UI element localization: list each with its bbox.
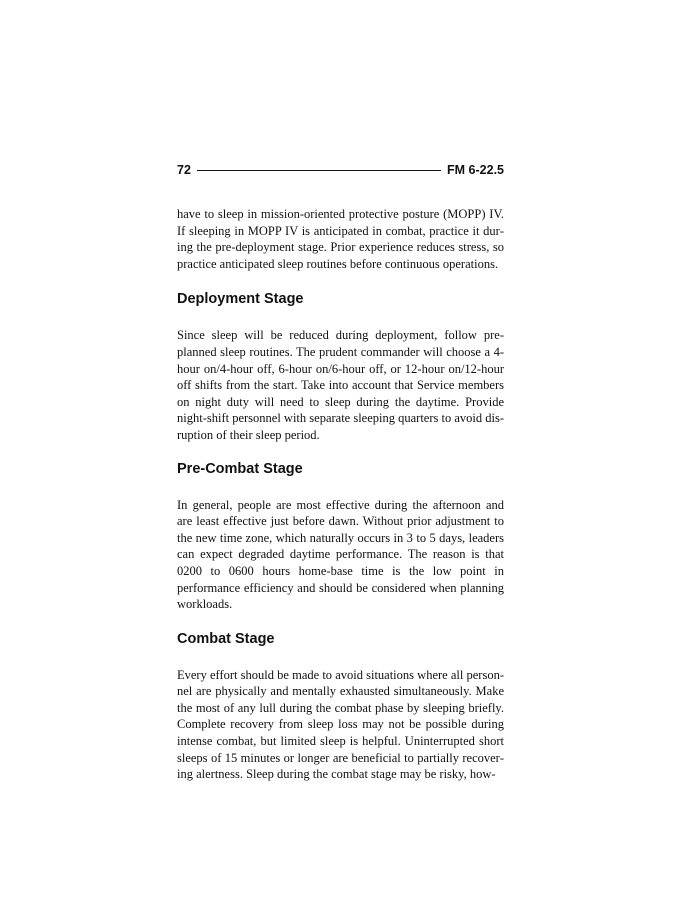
running-header <box>177 160 504 180</box>
paragraph-pre-combat-stage: In general, people are most effective during the afternoon and are least effective just before dawn. Without prior adjustment to the new time zone, which naturally occurs in 3 to 5 days, leaders can expect degraded daytime performance. The reason is that 0200 to 0600 hours home-base time is the low point in performance efficiency and should be considered when planning workloads. <box>177 497 504 612</box>
manual-id: FM 6-22.5 <box>447 163 504 177</box>
paragraph-deployment-stage: Since sleep will be reduced during deployment, follow preplanned sleep routines. The prudent commander will choose a 4-hour on/4-hour off, 6-hour on/6-hour off, or 12-hour on/12-hour off shifts from the start. Take into account that Service members on night duty will need to sleep during the daytime. Provide night-shift personnel with separate sleeping quarters to avoid disruption of their sleep period. <box>177 328 505 442</box>
document-page <box>177 160 504 783</box>
heading-deployment-stage: Deployment Stage <box>177 291 304 308</box>
heading-combat-stage: Combat Stage <box>177 630 275 647</box>
paragraph-intro: have to sleep in mission-oriented protective posture (MOPP) IV. If sleeping in MOPP IV is anticipated in combat, practice it during the pre-deployment stage. Prior experience reduces stress, so practice anticipated sleep routines before continuous operations. <box>177 207 504 271</box>
header-rule <box>197 170 441 171</box>
paragraph-combat-stage: Every effort should be made to avoid situations where all personnel are physically and mentally exhausted simultaneously. Make the most of any lull during the combat phase by sleeping briefly. Complete recovery from sleep loss may not be possible during intense combat, but limited sleep is helpful. Uninterrupted short sleeps of 15 minutes or longer are beneficial to partially recovering alertness. Sleep during the combat stage may be risky, how- <box>177 667 504 782</box>
heading-pre-combat-stage: Pre-Combat Stage <box>177 460 303 477</box>
page-number: 72 <box>177 163 191 177</box>
